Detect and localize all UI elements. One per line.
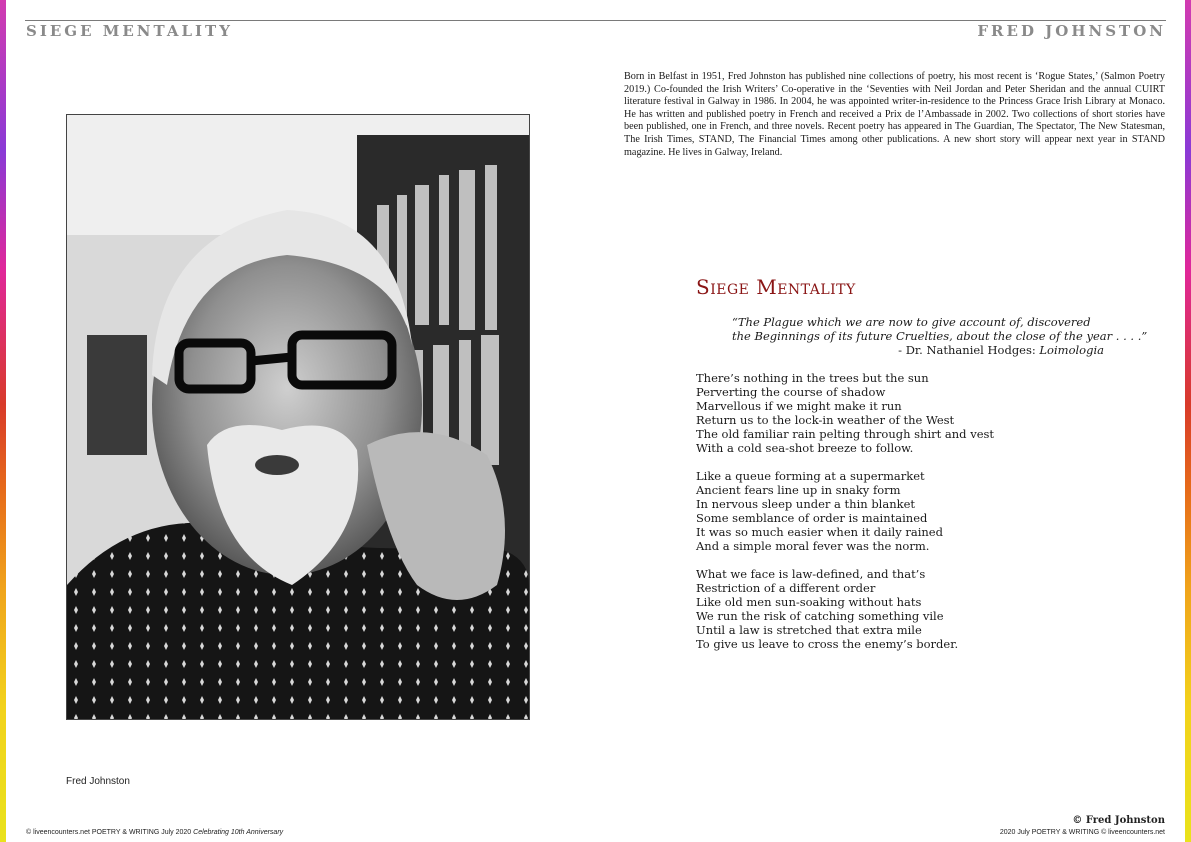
poem-line: Perverting the course of shadow	[696, 385, 886, 399]
copyright-notice: © Fred Johnston	[1072, 815, 1165, 826]
photo-caption: Fred Johnston	[66, 776, 130, 787]
epigraph-line: “The Plague which we are now to give account of, discovered	[732, 315, 1091, 329]
epigraph-attribution-author: - Dr. Nathaniel Hodges:	[898, 343, 1040, 357]
author-photo	[66, 114, 530, 720]
poem-line: Until a law is stretched that extra mile	[696, 623, 922, 637]
poem-line: To give us leave to cross the enemy’s border.	[696, 637, 959, 651]
running-header-author: FRED JOHNSTON	[977, 22, 1166, 40]
poem-line: There’s nothing in the trees but the sun	[696, 371, 929, 385]
epigraph-attribution	[732, 343, 1104, 357]
decorative-left-border	[0, 0, 6, 842]
author-photo-illustration	[67, 115, 529, 719]
poem-body	[696, 371, 1116, 665]
footer-left-text: © liveencounters.net POETRY & WRITING July 2020	[26, 829, 194, 836]
footer-left	[26, 829, 283, 836]
poem-line: It was so much easier when it daily rained	[696, 525, 943, 539]
poem-line: Restriction of a different order	[696, 581, 876, 595]
poem-line: Like a queue forming at a supermarket	[696, 469, 925, 483]
poem-line: The old familiar rain pelting through shirt and vest	[696, 427, 995, 441]
poem-line: We run the risk of catching something vile	[696, 609, 944, 623]
epigraph-line: the Beginnings of its future Cruelties, about the close of the year . . . .”	[732, 329, 1148, 343]
poem-title: Siege Mentality	[696, 275, 856, 299]
poem-epigraph	[732, 315, 1148, 357]
poem-line: Some semblance of order is maintained	[696, 511, 928, 525]
header-rule	[25, 20, 1166, 21]
running-header-title: SIEGE MENTALITY	[26, 22, 233, 40]
poem-stanza	[696, 371, 1116, 455]
poem-stanza	[696, 469, 1116, 553]
epigraph-attribution-source: Loimologia	[1039, 343, 1104, 357]
poem-line: Like old men sun-soaking without hats	[696, 595, 922, 609]
poem-line: In nervous sleep under a thin blanket	[696, 497, 916, 511]
poem-stanza	[696, 567, 1116, 651]
author-bio: Born in Belfast in 1951, Fred Johnston has published nine collections of poetry, his most recent is ‘Rogue States,’ (Salmon Poetry 2019.) Co-founded the Irish Writers’ Co-operative in the ‘Seventies with Neil Jordan and Peter Sheridan and the annual CUIRT literature festival in Galway in 1986. In 2004, he was appointed writer-in-residence to the Princess Grace Irish Library at Monaco. He has written and published poetry in French and received a Prix de l’Ambassade in 2002. Two collections of short stories have been published, one in French, and three novels. Recent poetry has appeared in The Guardian, The Spectator, The New Statesman, The Irish Times, STAND, The Financial Times among other publications. A new short story will appear next year in STAND magazine. He lives in Galway, Ireland.	[624, 71, 1165, 158]
footer-right: 2020 July POETRY & WRITING © liveencounters.net	[999, 829, 1165, 836]
poem-line: Marvellous if we might make it run	[696, 399, 902, 413]
footer-anniversary: Celebrating 10th Anniversary	[193, 829, 284, 836]
poem-line: And a simple moral fever was the norm.	[696, 539, 930, 553]
poem-line: What we face is law-defined, and that’s	[696, 567, 926, 581]
decorative-right-border	[1185, 0, 1191, 842]
poem-line: Return us to the lock-in weather of the West	[696, 413, 955, 427]
poem-line: With a cold sea-shot breeze to follow.	[696, 441, 914, 455]
poem-line: Ancient fears line up in snaky form	[696, 483, 901, 497]
